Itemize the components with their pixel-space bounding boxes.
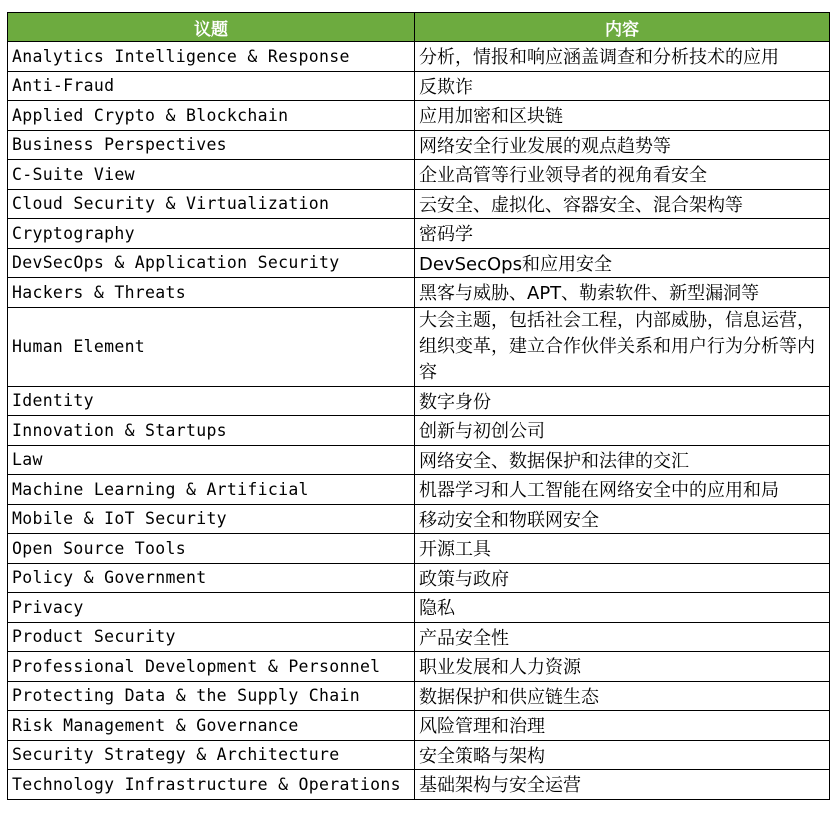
topics-table (7, 12, 830, 800)
topic-cell: C-Suite View (8, 160, 415, 190)
content-cell: 企业高管等行业领导者的视角看安全 (415, 160, 830, 190)
topic-cell: Protecting Data & the Supply Chain (8, 681, 415, 711)
topic-cell: Cloud Security & Virtualization (8, 189, 415, 219)
table-row (8, 248, 830, 278)
content-cell: 应用加密和区块链 (415, 101, 830, 131)
table-row (8, 189, 830, 219)
topic-cell: Product Security (8, 622, 415, 652)
table-row (8, 278, 830, 308)
topic-cell: Machine Learning & Artificial (8, 475, 415, 505)
table-row (8, 71, 830, 101)
topic-cell: Technology Infrastructure & Operations (8, 770, 415, 800)
content-cell: 移动安全和物联网安全 (415, 504, 830, 534)
table-row (8, 42, 830, 72)
content-cell: 网络安全行业发展的观点趋势等 (415, 130, 830, 160)
topic-cell: Mobile & IoT Security (8, 504, 415, 534)
table-row (8, 622, 830, 652)
content-cell: DevSecOps和应用安全 (415, 248, 830, 278)
content-cell: 隐私 (415, 593, 830, 623)
content-cell: 安全策略与架构 (415, 740, 830, 770)
content-cell: 职业发展和人力资源 (415, 652, 830, 682)
header-topic: 议题 (8, 13, 415, 42)
table-row (8, 504, 830, 534)
table-header-row (8, 13, 830, 42)
table-row (8, 386, 830, 416)
topic-cell: Risk Management & Governance (8, 711, 415, 741)
content-cell: 大会主题，包括社会工程，内部威胁，信息运营，组织变革，建立合作伙伴关系和用户行为分析等内容 (415, 307, 830, 386)
table-row (8, 445, 830, 475)
table-row (8, 652, 830, 682)
content-cell: 密码学 (415, 219, 830, 249)
table-row (8, 534, 830, 564)
content-cell: 基础架构与安全运营 (415, 770, 830, 800)
content-cell: 风险管理和治理 (415, 711, 830, 741)
topic-cell: Law (8, 445, 415, 475)
topic-cell: Security Strategy & Architecture (8, 740, 415, 770)
content-cell: 黑客与威胁、APT、勒索软件、新型漏洞等 (415, 278, 830, 308)
table-row (8, 681, 830, 711)
topic-cell: Privacy (8, 593, 415, 623)
content-cell: 机器学习和人工智能在网络安全中的应用和局 (415, 475, 830, 505)
content-cell: 网络安全、数据保护和法律的交汇 (415, 445, 830, 475)
topic-cell: Cryptography (8, 219, 415, 249)
topic-cell: Applied Crypto & Blockchain (8, 101, 415, 131)
table-row (8, 593, 830, 623)
content-cell: 分析，情报和响应涵盖调查和分析技术的应用 (415, 42, 830, 72)
table-row (8, 307, 830, 386)
topic-cell: Business Perspectives (8, 130, 415, 160)
table-row (8, 740, 830, 770)
topic-cell: Human Element (8, 307, 415, 386)
topic-cell: Anti-Fraud (8, 71, 415, 101)
content-cell: 开源工具 (415, 534, 830, 564)
topics-table-container (7, 12, 830, 800)
topic-cell: Policy & Government (8, 563, 415, 593)
table-row (8, 563, 830, 593)
content-cell: 反欺诈 (415, 71, 830, 101)
topic-cell: Analytics Intelligence & Response (8, 42, 415, 72)
topic-cell: Professional Development & Personnel (8, 652, 415, 682)
content-cell: 数字身份 (415, 386, 830, 416)
header-content: 内容 (415, 13, 830, 42)
table-row (8, 770, 830, 800)
content-cell: 政策与政府 (415, 563, 830, 593)
content-cell: 云安全、虚拟化、容器安全、混合架构等 (415, 189, 830, 219)
content-cell: 产品安全性 (415, 622, 830, 652)
table-row (8, 160, 830, 190)
content-cell: 创新与初创公司 (415, 416, 830, 446)
content-cell: 数据保护和供应链生态 (415, 681, 830, 711)
table-row (8, 130, 830, 160)
topic-cell: Innovation & Startups (8, 416, 415, 446)
table-row (8, 219, 830, 249)
table-row (8, 416, 830, 446)
topic-cell: DevSecOps & Application Security (8, 248, 415, 278)
table-row (8, 475, 830, 505)
table-row (8, 101, 830, 131)
table-body (8, 42, 830, 800)
topic-cell: Hackers & Threats (8, 278, 415, 308)
table-row (8, 711, 830, 741)
topic-cell: Identity (8, 386, 415, 416)
topic-cell: Open Source Tools (8, 534, 415, 564)
